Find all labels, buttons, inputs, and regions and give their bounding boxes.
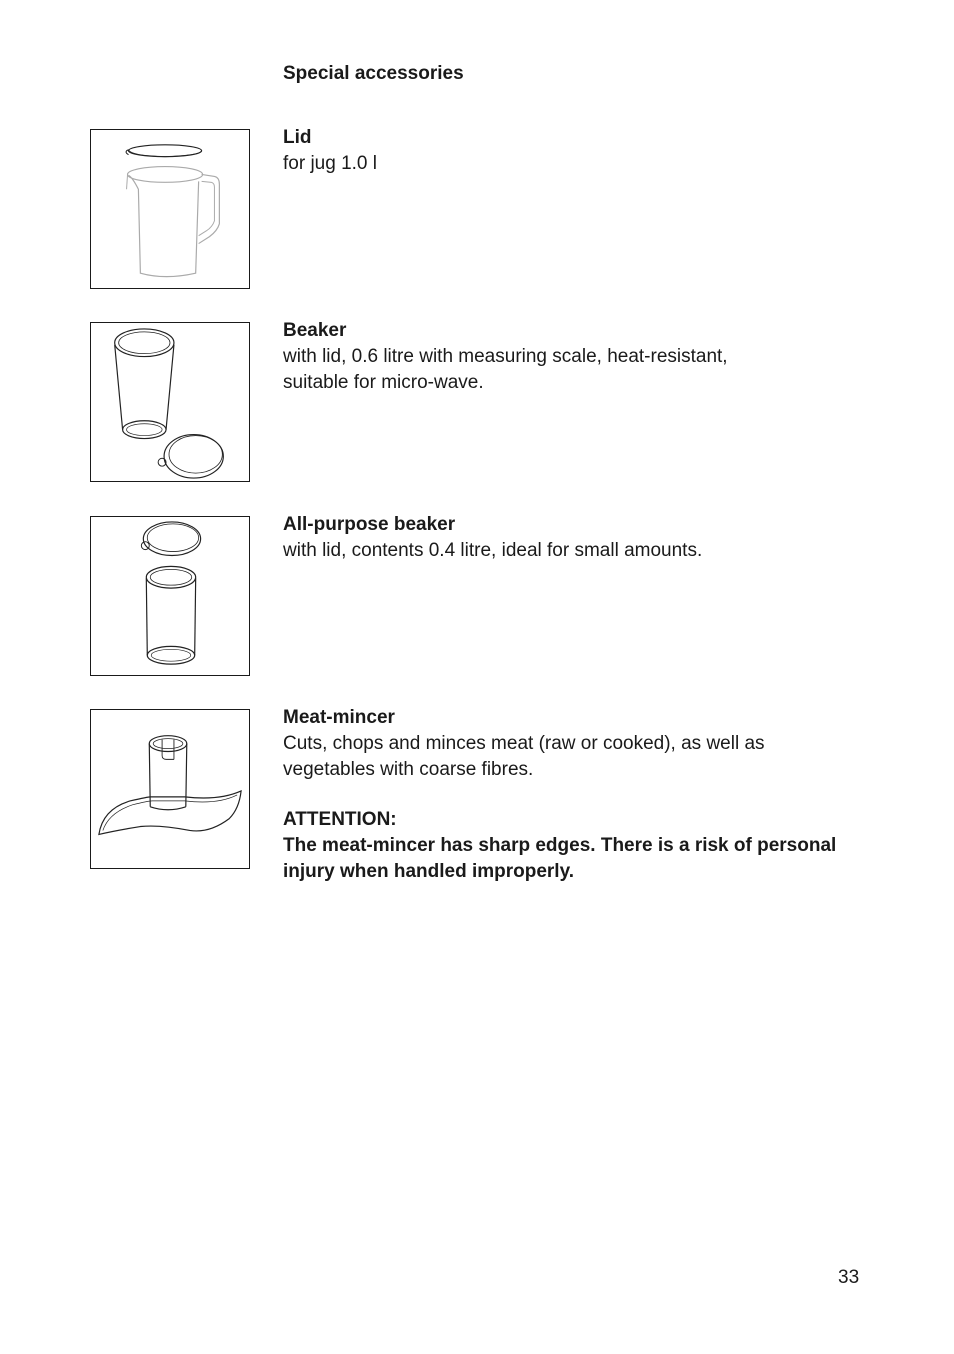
attention-line: injury when handled improperly. [283, 861, 575, 882]
accessory-text [283, 512, 883, 564]
accessory-text [283, 318, 883, 396]
accessory-figure [90, 709, 250, 869]
section-heading: Special accessories [283, 63, 464, 84]
accessory-description-line: vegetables with coarse fibres. [283, 759, 534, 780]
page-number: 33 [838, 1267, 860, 1288]
accessory-description-line: Cuts, chops and minces meat (raw or cooked), as well as [283, 733, 765, 754]
attention-notice [283, 807, 883, 885]
accessory-figure [90, 516, 250, 676]
attention-label: ATTENTION: [283, 809, 397, 830]
accessory-figure [90, 322, 250, 482]
accessory-description-line: with lid, contents 0.4 litre, ideal for small amounts. [283, 540, 703, 561]
accessory-description-line: for jug 1.0 l [283, 153, 377, 174]
meat-mincer-icon [91, 710, 249, 868]
accessory-title: Lid [283, 127, 312, 148]
accessory-figure [90, 129, 250, 289]
beaker-with-lid-icon [91, 323, 249, 481]
all-purpose-beaker-icon [91, 517, 249, 675]
accessory-title: All-purpose beaker [283, 514, 456, 535]
accessory-description-line: with lid, 0.6 litre with measuring scale, heat-resistant, [283, 346, 728, 367]
accessory-text [283, 705, 883, 885]
attention-line: The meat-mincer has sharp edges. There is a risk of personal [283, 835, 837, 856]
accessory-title: Meat-mincer [283, 707, 395, 728]
jug-with-lid-icon [91, 130, 249, 288]
accessory-title: Beaker [283, 320, 347, 341]
accessory-description-line: suitable for micro-wave. [283, 372, 484, 393]
accessory-text [283, 125, 883, 177]
